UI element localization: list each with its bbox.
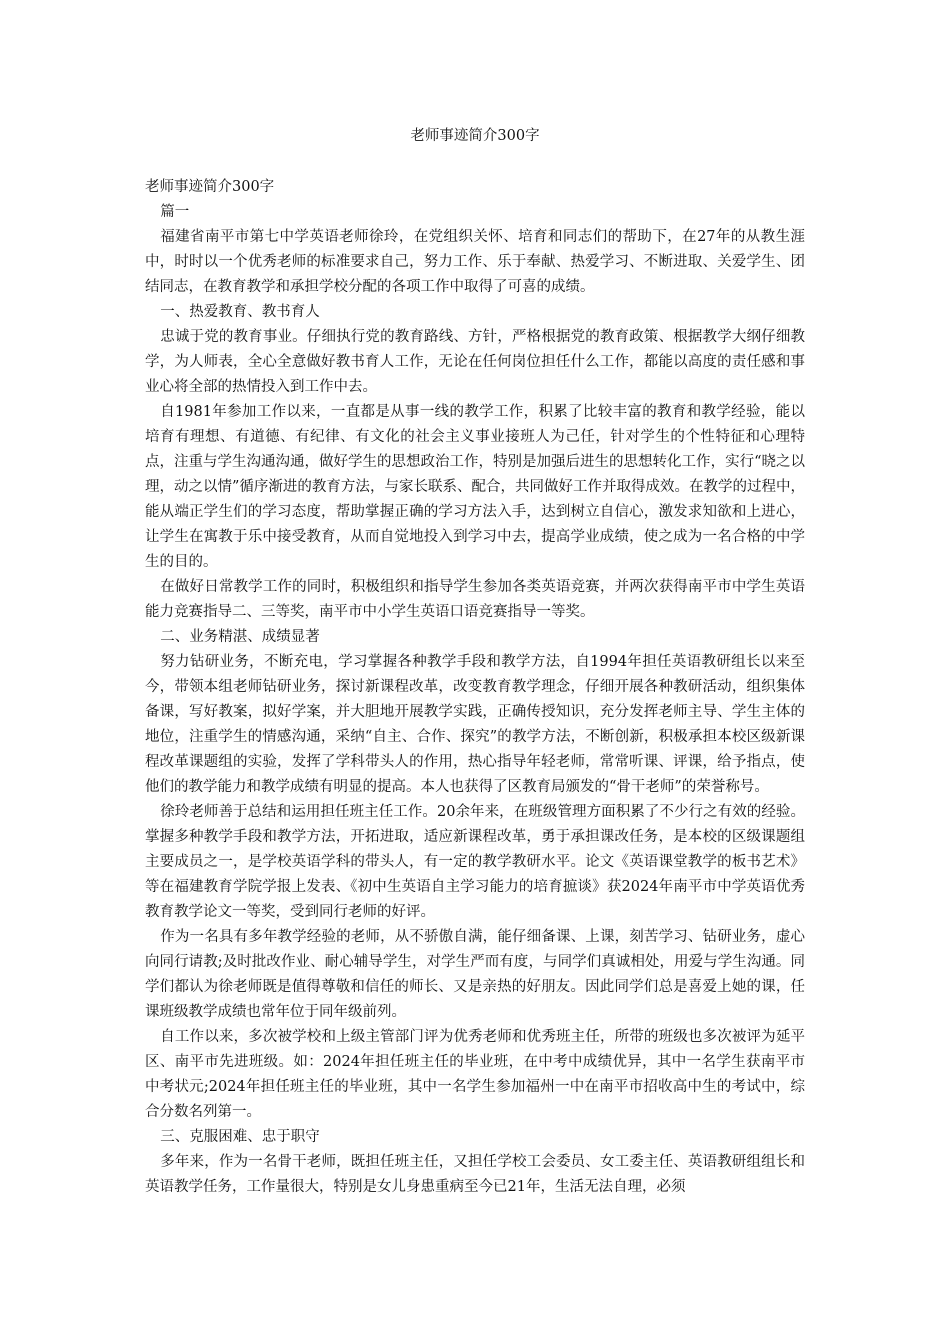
heading-section-3: 三、克服困难、忠于职守 bbox=[160, 1129, 320, 1145]
body-paragraph: 自1981年参加工作以来，一直都是从事一线的教学工作，积累了比较丰富的教育和教学经验，能以培育有理想、有道德、有纪律、有文化的社会主义事业接班人为己任，针对学生的个性特征和心理特点，注重与学生沟通沟通，做好学生的思想政治工作，特别是加强后进生的思想转化工作，实行“晓之以理，动之以情”循序渐进的教育方法，与家长联系、配合，共同做好工作并取得成效。在教学的过程中，能从端正学生们的学习态度，帮助掌握正确的学习方法入手，达到树立自信心，激发求知欲和上进心，让学生在寓教于乐中接受教育，从而自觉地投入到学习中去，提高学业成绩，使之成为一名合格的中学生的目的。 bbox=[145, 404, 805, 570]
subtitle: 老师事迹简介300字 bbox=[145, 179, 275, 195]
heading-section-2: 二、业务精湛、成绩显著 bbox=[160, 629, 320, 645]
body-paragraph: 在做好日常教学工作的同时，积极组织和指导学生参加各类英语竞赛，并两次获得南平市中学生英语能力竞赛指导二、三等奖，南平市中小学生英语口语竞赛指导一等奖。 bbox=[145, 579, 805, 620]
section-label-part-one: 篇一 bbox=[160, 204, 190, 220]
body-paragraph: 努力钻研业务，不断充电，学习掌握各种教学手段和教学方法，自1994年担任英语教研组长以来至今，带领本组老师钻研业务，探讨新课程改革，改变教育教学理念，仔细开展各种教研活动，组织集体备课，写好教案，拟好学案，并大胆地开展教学实践，正确传授知识，充分发挥老师主导、学生主体的地位，注重学生的情感沟通，采纳“自主、合作、探究”的教学方法，不断创新，积极承担本校区级新课程改革课题组的实验，发挥了学科带头人的作用，热心指导年轻老师，常常听课、评课，给予指点，使他们的教学能力和教学成绩有明显的提高。本人也获得了区教育局颁发的“骨干老师”的荣誉称号。 bbox=[145, 654, 805, 795]
document-body bbox=[145, 175, 805, 1200]
body-paragraph: 作为一名具有多年教学经验的老师，从不骄傲自满，能仔细备课、上课，刻苦学习、钻研业务，虚心向同行请教;及时批改作业、耐心辅导学生，对学生严而有度，与同学们真诚相处，用爱与学生沟通。同学们都认为徐老师既是值得尊敬和信任的师长、又是亲热的好朋友。因此同学们总是喜爱上她的课，任课班级教学成绩也常年位于同年级前列。 bbox=[145, 929, 805, 1020]
body-paragraph: 多年来，作为一名骨干老师，既担任班主任，又担任学校工会委员、女工委主任、英语教研组组长和英语教学任务，工作量很大，特别是女儿身患重病至今已21年，生活无法自理，必须 bbox=[145, 1154, 805, 1195]
body-paragraph: 忠诚于党的教育事业。仔细执行党的教育路线、方针，严格根据党的教育政策、根据教学大纲仔细教学，为人师表，全心全意做好教书育人工作，无论在任何岗位担任什么工作，都能以高度的责任感和事业心将全部的热情投入到工作中去。 bbox=[145, 329, 805, 395]
body-paragraph: 自工作以来，多次被学校和上级主管部门评为优秀老师和优秀班主任，所带的班级也多次被评为延平区、南平市先进班级。如：2024年担任班主任的毕业班，在中考中成绩优异，其中一名学生获南平市中考状元;2024年担任班主任的毕业班，其中一名学生参加福州一中在南平市招收高中生的考试中，综合分数名列第一。 bbox=[145, 1029, 805, 1120]
heading-section-1: 一、热爱教育、教书育人 bbox=[160, 304, 320, 320]
body-paragraph: 徐玲老师善于总结和运用担任班主任工作。20余年来，在班级管理方面积累了不少行之有效的经验。掌握多种教学手段和教学方法，开拓进取，适应新课程改革，勇于承担课改任务，是本校的区级课题组主要成员之一，是学校英语学科的带头人，有一定的教学教研水平。论文《英语课堂教学的板书艺术》等在福建教育学院学报上发表、《初中生英语自主学习能力的培育摭谈》获2024年南平市中学英语优秀教育教学论文一等奖，受到同行老师的好评。 bbox=[145, 804, 805, 920]
intro-paragraph: 福建省南平市第七中学英语老师徐玲，在党组织关怀、培育和同志们的帮助下，在27年的从教生涯中，时时以一个优秀老师的标准要求自己，努力工作、乐于奉献、热爱学习、不断进取、关爱学生、团结同志，在教育教学和承担学校分配的各项工作中取得了可喜的成绩。 bbox=[145, 229, 805, 295]
page-title: 老师事迹简介300字 bbox=[410, 128, 540, 144]
